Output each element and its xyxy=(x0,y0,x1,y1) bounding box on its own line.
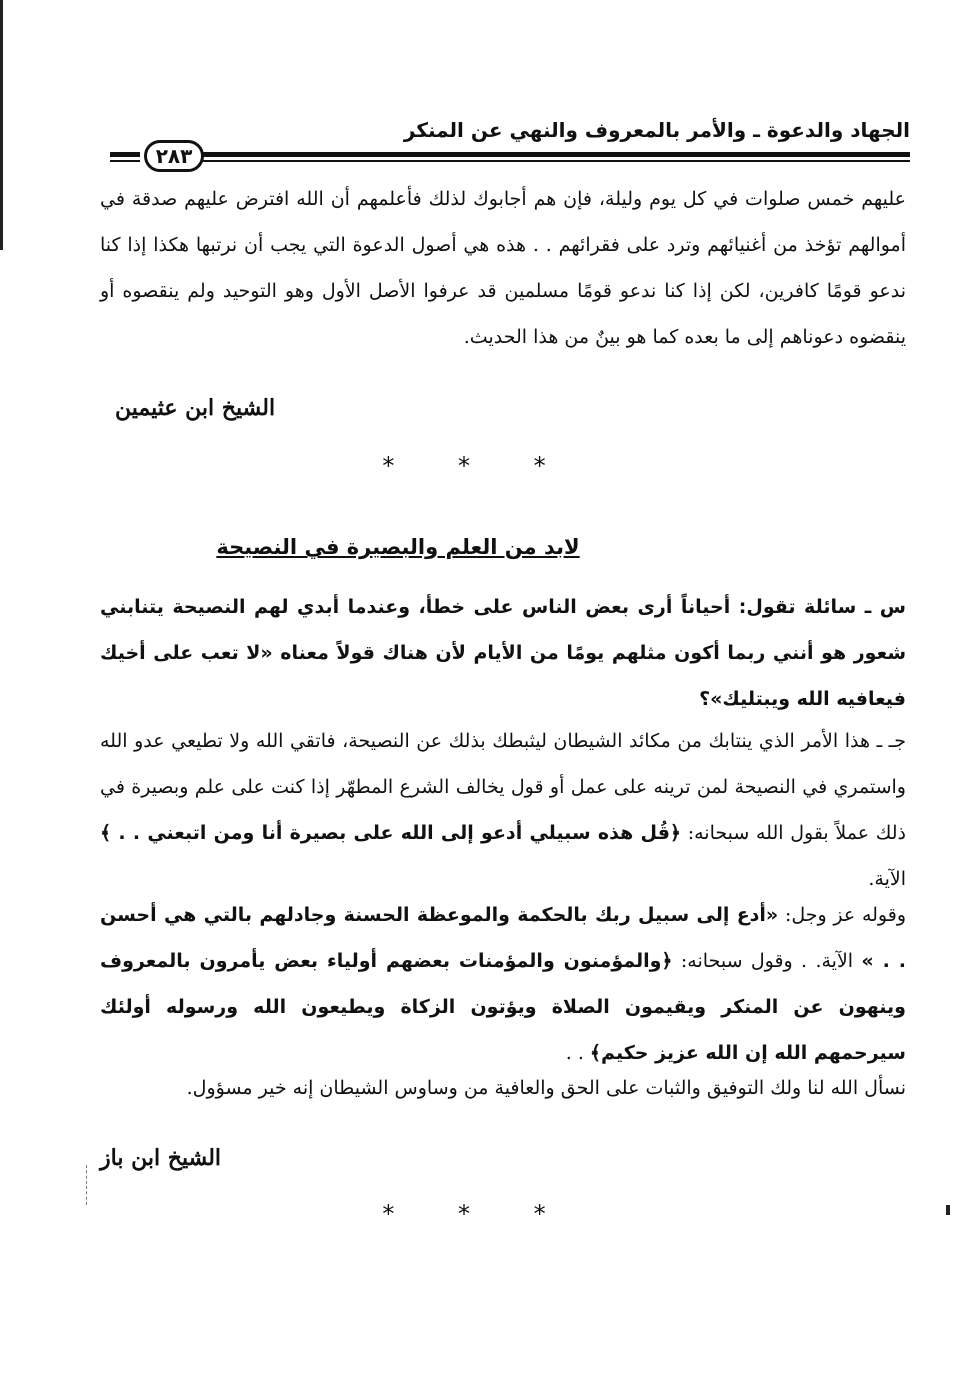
header-rule-thin xyxy=(200,160,910,162)
closing-paragraph: نسأل الله لنا ولك التوفيق والثبات على الحق والعافية من وساوس الشيطان إنه خير مسؤول. xyxy=(186,1077,906,1099)
p2-end: . . xyxy=(565,1042,584,1064)
p2-verse: «أدع إلى سبيل ربك بالحكمة والموعظة الحسنة وجادلهم بالتي هي أحسن . . » xyxy=(100,904,906,972)
margin-mark xyxy=(946,1205,950,1215)
scan-edge-mark xyxy=(0,0,3,250)
page-number: ٢٨٣ xyxy=(144,140,204,172)
question-paragraph xyxy=(100,584,906,722)
answer-verse: ﴿قُل هذه سبيلي أدعو إلى الله على بصيرة أنا ومن اتبعني . . ﴾ xyxy=(100,822,682,844)
header-rule-left-thin xyxy=(110,160,140,162)
page-header xyxy=(110,118,910,168)
answer-paragraph xyxy=(100,718,906,902)
separator-stars: * * * xyxy=(382,452,574,480)
section1-paragraph: عليهم خمس صلوات في كل يوم وليلة، فإن هم أجابوك لذلك فأعلمهم أن الله افترض عليهم صدقة في أموالهم تؤخذ من أغنيائهم وترد على فقرائهم . . هذه هي أصول الدعوة التي يجب أن نرتبها هكذا إذا كنا ندعو قومًا كافرين، لكن إذا كنا ندعو قومًا مسلمين قد عرفوا الأصل الأول وهو التوحيد ولم ينقصوه أو ينقضوه دعوناهم إلى ما بعده كما هو بينٌ من هذا الحديث. xyxy=(100,188,906,348)
separator-stars-2: * * * xyxy=(382,1200,574,1228)
answer-verse-suffix: الآية. xyxy=(868,868,906,890)
p2-mid: الآية. . وقول سبحانه: xyxy=(680,950,854,972)
header-rule xyxy=(200,152,910,157)
question-text: سائلة تقول: أحياناً أرى بعض الناس على خطأ، وعندما أبدي لهم النصيحة يتنابني شعور هو أنني ربما أكون مثلهم يومًا من الأيام لأن هناك قولاً معناه «لا تعب على أخيك فيعافيه الله ويبتليك»؟ xyxy=(100,596,906,710)
margin-tick xyxy=(86,1165,88,1205)
signature-ibn-uthaymeen: الشيخ ابن عثيمين xyxy=(115,395,276,421)
p2-verse2: ﴿والمؤمنون والمؤمنات بعضهم أولياء بعض يأمرون بالمعروف وينهون عن المنكر ويقيمون الصلاة ويؤتون الزكاة ويطيعون الله ورسوله أولئك سيرحمهم الله إن الله عزيز حكيم﴾ xyxy=(100,950,906,1064)
question-prefix: س ـ xyxy=(864,596,906,618)
p2-intro: وقوله عز وجل: xyxy=(784,904,906,926)
answer-prefix: جـ ـ xyxy=(876,730,906,752)
section-title: لابد من العلم والبصيرة في النصيحة xyxy=(216,535,580,559)
answer-text: هذا الأمر الذي ينتابك من مكائد الشيطان ليثبطك بذلك عن النصيحة، فاتقي الله ولا تطيعي عدو الله واستمري في النصيحة لمن ترينه على عمل أو قول يخالف الشرع المطهّر إذا كنت على علم وبصيرة في ذلك عملاً بقول الله سبحانه: xyxy=(100,730,906,844)
running-title: الجهاد والدعوة ـ والأمر بالمعروف والنهي عن المنكر xyxy=(403,118,910,142)
header-rule-left xyxy=(110,152,140,157)
second-paragraph xyxy=(100,892,906,1076)
signature-ibn-baz: الشيخ ابن باز xyxy=(100,1145,222,1171)
